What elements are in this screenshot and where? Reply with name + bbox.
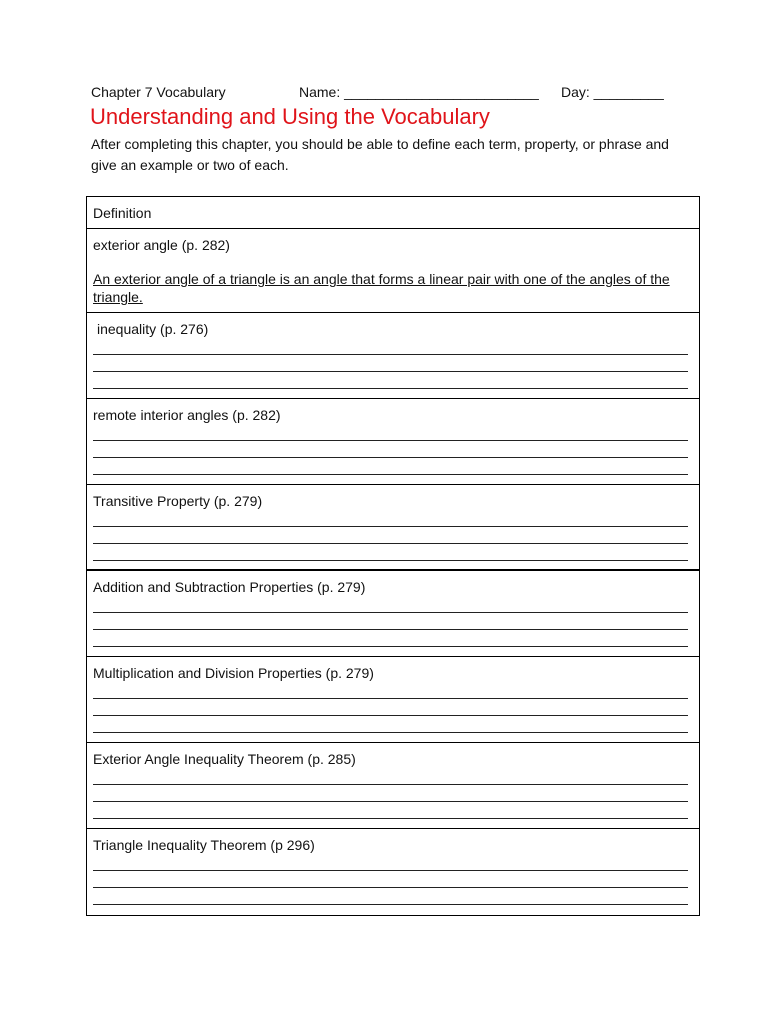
example-term: exterior angle (p. 282)	[93, 237, 230, 253]
answer-line[interactable]	[93, 440, 688, 441]
answer-line[interactable]	[93, 457, 688, 458]
table-header-label: Definition	[93, 205, 152, 221]
answer-line[interactable]	[93, 629, 688, 630]
answer-line[interactable]	[93, 715, 688, 716]
term-label: Triangle Inequality Theorem (p 296)	[93, 837, 315, 853]
vocabulary-table	[86, 196, 700, 916]
answer-line[interactable]	[93, 732, 688, 733]
term-label: Exterior Angle Inequality Theorem (p. 285)	[93, 751, 356, 767]
answer-line[interactable]	[93, 474, 688, 475]
answer-line[interactable]	[93, 526, 688, 527]
term-label: remote interior angles (p. 282)	[93, 407, 281, 423]
example-definition: An exterior angle of a triangle is an angle that forms a linear pair with one of the angles of the triangle.	[93, 271, 670, 305]
answer-line[interactable]	[93, 818, 688, 819]
term-row	[87, 313, 699, 399]
term-row	[87, 657, 699, 743]
answer-line[interactable]	[93, 870, 688, 871]
term-row	[87, 743, 699, 829]
term-label: Multiplication and Division Properties (p. 279)	[93, 665, 374, 681]
term-label: Transitive Property (p. 279)	[93, 493, 263, 509]
answer-line[interactable]	[93, 904, 688, 905]
term-row	[87, 399, 699, 485]
chapter-label: Chapter 7 Vocabulary	[91, 84, 226, 100]
answer-line[interactable]	[93, 354, 688, 355]
answer-line[interactable]	[93, 612, 688, 613]
term-label: inequality (p. 276)	[97, 321, 209, 337]
answer-line[interactable]	[93, 371, 688, 372]
answer-line[interactable]	[93, 543, 688, 544]
term-row	[87, 829, 699, 915]
intro-text: After completing this chapter, you should be able to define each term, property, or phrase and give an example or two of each.	[91, 136, 669, 173]
name-field-label: Name: _________________________	[299, 84, 539, 100]
answer-line[interactable]	[93, 801, 688, 802]
header-line	[91, 84, 691, 104]
term-label: Addition and Subtraction Properties (p. 279)	[93, 579, 366, 595]
example-row	[87, 229, 699, 313]
answer-line[interactable]	[93, 560, 688, 561]
table-header-row	[87, 197, 699, 229]
answer-line[interactable]	[93, 887, 688, 888]
term-row	[87, 485, 699, 571]
answer-line[interactable]	[93, 784, 688, 785]
day-field-label: Day: _________	[561, 84, 664, 100]
answer-line[interactable]	[93, 646, 688, 647]
page-title: Understanding and Using the Vocabulary	[90, 104, 490, 129]
answer-line[interactable]	[93, 698, 688, 699]
term-row	[87, 571, 699, 657]
answer-line[interactable]	[93, 388, 688, 389]
